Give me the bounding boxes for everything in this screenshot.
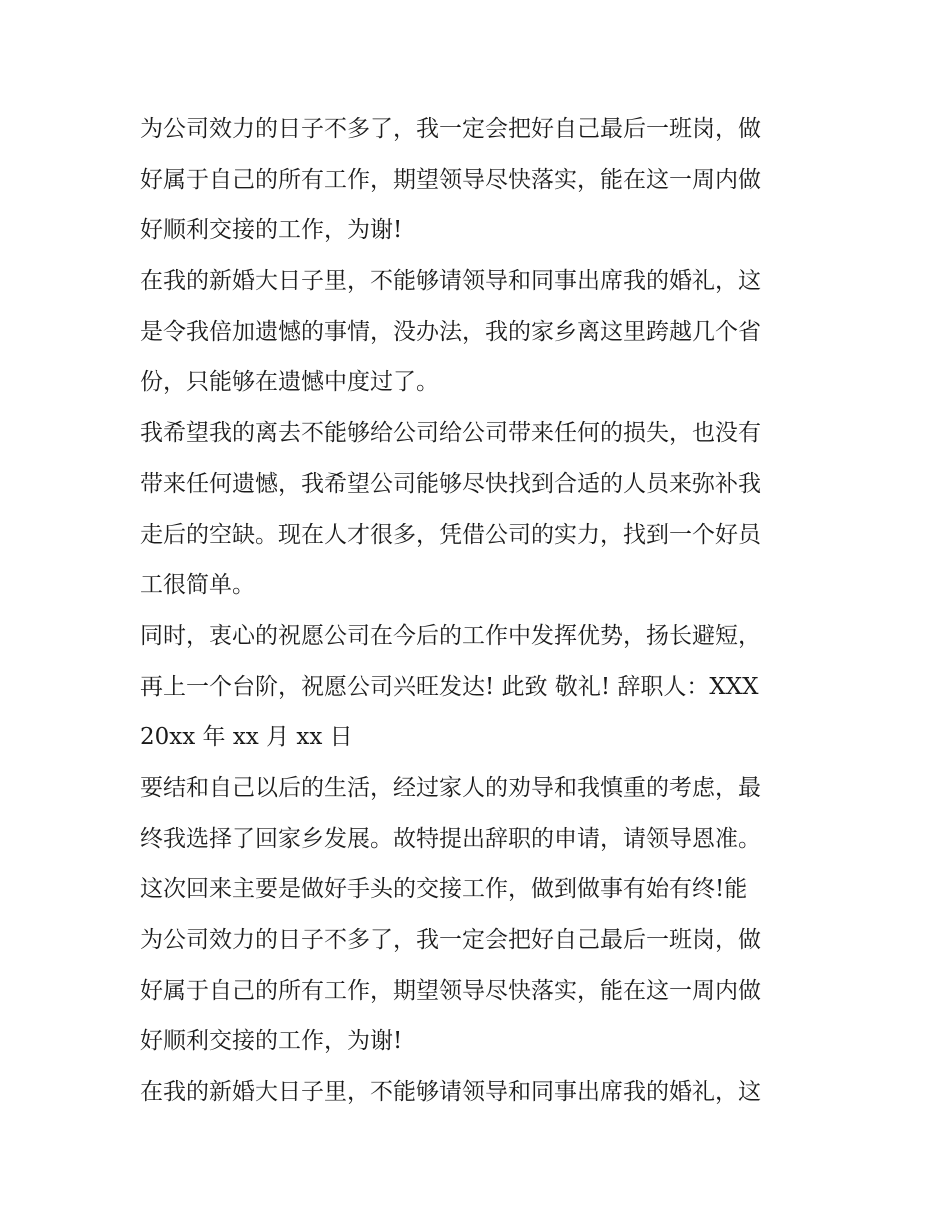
text-line: 这次回来主要是做好手头的交接工作，做到做事有始有终!能 [140,876,748,903]
text-line: 同时，衷心的祝愿公司在今后的工作中发挥优势，扬长避短， [140,622,761,649]
text-line: 好属于自己的所有工作，期望领导尽快落实，能在这一周内做 [140,977,761,1004]
text-line: 份，只能够在遗憾中度过了。 [140,369,439,396]
date-line: 20xx 年 xx 月 xx 日 [140,724,353,751]
document-body [140,104,820,1118]
text-line: 走后的空缺。现在人才很多，凭借公司的实力，找到一个好员 [140,521,761,548]
text-line: 带来任何遗憾，我希望公司能够尽快找到合适的人员来弥补我 [140,470,761,497]
text-line: 在我的新婚大日子里，不能够请领导和同事出席我的婚礼，这 [140,268,761,295]
text-line: 再上一个台阶，祝愿公司兴旺发达! 此致 敬礼! 辞职人：XXX [140,673,759,700]
text-line: 好顺利交接的工作，为谢! [140,217,403,244]
text-line: 我希望我的离去不能够给公司给公司带来任何的损失，也没有 [140,420,761,447]
text-line: 工很简单。 [140,572,255,599]
text-line: 是令我倍加遗憾的事情，没办法，我的家乡离这里跨越几个省 [140,318,761,345]
text-line: 终我选择了回家乡发展。故特提出辞职的申请，请领导恩准。 [140,825,761,852]
text-line: 为公司效力的日子不多了，我一定会把好自己最后一班岗，做 [140,116,761,142]
text-line: 好顺利交接的工作，为谢! [140,1028,403,1055]
text-line: 好属于自己的所有工作，期望领导尽快落实，能在这一周内做 [140,166,761,193]
text-line: 在我的新婚大日子里，不能够请领导和同事出席我的婚礼，这 [140,1079,761,1106]
text-line: 为公司效力的日子不多了，我一定会把好自己最后一班岗，做 [140,927,761,953]
text-line: 要结和自己以后的生活，经过家人的劝导和我慎重的考虑，最 [140,774,761,801]
